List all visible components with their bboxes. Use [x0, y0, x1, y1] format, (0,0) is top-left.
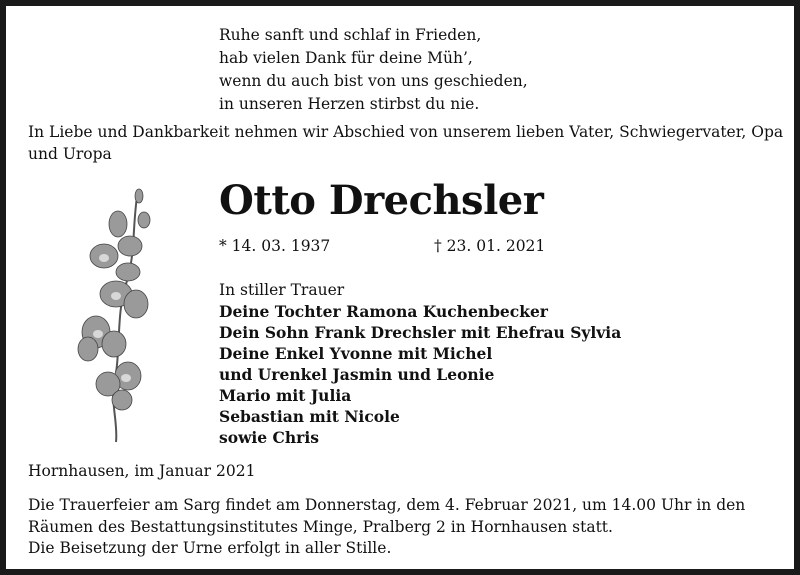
- death-date: † 23. 01. 2021: [434, 237, 546, 255]
- deceased-name: Otto Drechsler: [219, 177, 544, 224]
- mourner-line: sowie Chris: [219, 428, 319, 447]
- service-info: [28, 495, 798, 560]
- poem-line: wenn du auch bist von uns geschieden,: [219, 72, 528, 90]
- service-line: Die Trauerfeier am Sarg findet am Donnerstag, dem 4. Februar 2021, um 14.00 Uhr in den: [28, 496, 746, 514]
- orchid-icon: [66, 184, 166, 444]
- mourner-line: Sebastian mit Nicole: [219, 407, 400, 426]
- mourner-line: Deine Tochter Ramona Kuchenbecker: [219, 302, 548, 321]
- mourner-line: Mario mit Julia: [219, 386, 352, 405]
- poem: [219, 24, 528, 116]
- poem-line: Ruhe sanft und schlaf in Frieden,: [219, 26, 482, 44]
- place-date: Hornhausen, im Januar 2021: [28, 462, 256, 480]
- mourner-line: Dein Sohn Frank Drechsler mit Ehefrau Sylvia: [219, 323, 622, 342]
- mourners-lead: In stiller Trauer: [219, 281, 345, 299]
- poem-line: hab vielen Dank für deine Müh’,: [219, 49, 473, 67]
- mourner-line: Deine Enkel Yvonne mit Michel: [219, 344, 493, 363]
- service-line: Räumen des Bestattungsinstitutes Minge, Pralberg 2 in Hornhausen statt.: [28, 517, 613, 536]
- intro-text: In Liebe und Dankbarkeit nehmen wir Abschied von unserem lieben Vater, Schwiegervater, Opa und Uropa: [28, 123, 784, 163]
- mourner-line: und Urenkel Jasmin und Leonie: [219, 365, 495, 384]
- poem-line: in unseren Herzen stirbst du nie.: [219, 95, 480, 113]
- service-line: Die Beisetzung der Urne erfolgt in aller Stille.: [28, 539, 392, 557]
- mourners-list: [219, 280, 621, 448]
- birth-date: * 14. 03. 1937: [219, 237, 331, 255]
